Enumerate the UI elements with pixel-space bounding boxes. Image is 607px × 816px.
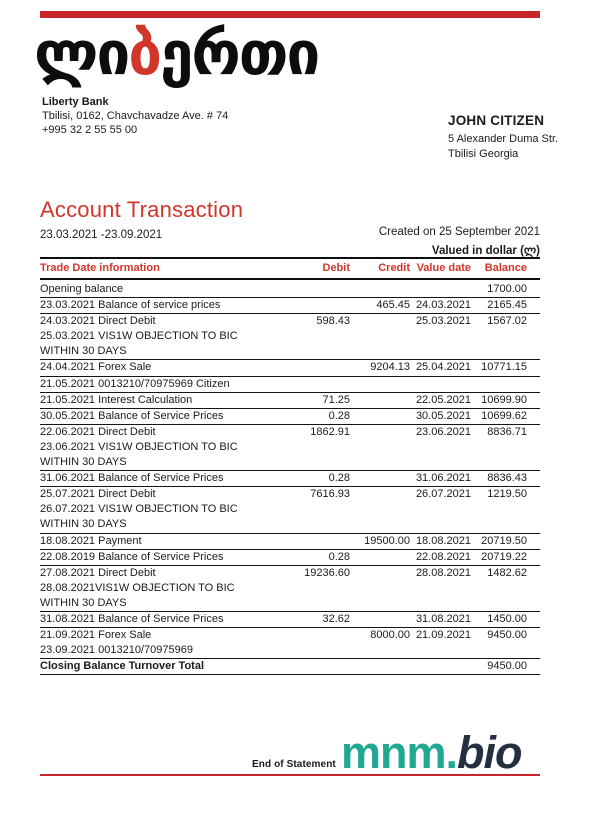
cell-debit: [280, 282, 350, 297]
table-row: [40, 628, 540, 659]
cell-debit: [280, 643, 350, 658]
cell-value-date: 23.06.2021: [415, 425, 471, 438]
cell-credit: [350, 314, 410, 329]
cell-debit: [280, 377, 350, 392]
cell-balance: [471, 643, 527, 658]
customer-address-line1: 5 Alexander Duma Str.: [448, 133, 559, 145]
bank-name: Liberty Bank: [42, 96, 109, 108]
mnm-bio-watermark: [341, 728, 522, 778]
table-row: [40, 377, 540, 393]
cell-balance: 20719.22: [481, 550, 527, 563]
customer-address-line2: Tbilisi Georgia: [448, 148, 519, 160]
cell-debit: 19236.60: [304, 566, 350, 579]
column-value-date: Value date: [416, 262, 471, 274]
cell-description: WITHIN 30 DAYS: [40, 456, 127, 469]
cell-debit: [280, 581, 350, 596]
cell-balance: [471, 455, 527, 470]
cell-debit: 32.62: [322, 612, 350, 625]
cell-description: WITHIN 30 DAYS: [40, 345, 127, 358]
bank-phone: +995 32 2 55 55 00: [42, 124, 138, 136]
table-row: [40, 471, 540, 487]
customer-name: JOHN CITIZEN: [448, 113, 545, 128]
cell-balance: 10699.62: [481, 409, 527, 422]
logo-text-suffix: ერთი: [160, 19, 319, 89]
cell-debit: [280, 596, 350, 611]
column-credit: Credit: [378, 262, 410, 274]
bank-address: Tbilisi, 0162, Chavchavadze Ave. # 74: [42, 110, 229, 122]
statement-currency-note: Valued in dollar (ლ): [431, 245, 540, 257]
table-body: [40, 280, 540, 675]
cell-value-date: [410, 517, 471, 532]
cell-description: 31.06.2021 Balance of Service Prices: [40, 472, 224, 485]
table-row: [40, 298, 540, 314]
cell-balance: 10771.15: [481, 361, 527, 374]
cell-balance: 8836.71: [487, 425, 527, 438]
cell-description: 23.03.2021 Balance of service prices: [40, 299, 221, 312]
cell-value-date: 31.06.2021: [415, 472, 471, 485]
cell-value-date: 21.09.2021: [415, 629, 471, 642]
cell-credit: [350, 440, 410, 455]
cell-balance: [471, 344, 527, 359]
cell-credit: [350, 344, 410, 359]
column-trade-date-information: Trade Date information: [40, 262, 160, 274]
statement-created-date: Created on 25 September 2021: [378, 226, 540, 238]
cell-description: 18.08.2021 Payment: [40, 534, 142, 547]
table-row: [40, 393, 540, 409]
watermark-navy-part: bio: [457, 727, 522, 778]
cell-value-date: [410, 502, 471, 517]
cell-value-date: [410, 643, 471, 658]
cell-balance: 1567.02: [487, 315, 527, 328]
cell-credit: 19500.00: [364, 534, 410, 547]
cell-balance: [471, 502, 527, 517]
cell-debit: 0.28: [328, 550, 350, 563]
table-row: [40, 360, 540, 376]
cell-debit: [280, 360, 350, 375]
table-row: [40, 534, 540, 550]
cell-description: 23.06.2021 VIS1W OBJECTION TO BIC: [40, 440, 238, 453]
statement-period: 23.03.2021 -23.09.2021: [40, 229, 163, 241]
table-row: [40, 550, 540, 566]
cell-value-date: [410, 659, 471, 674]
cell-value-date: 25.03.2021: [415, 315, 471, 328]
cell-credit: [350, 596, 410, 611]
cell-credit: [350, 393, 410, 408]
cell-debit: 7616.93: [310, 488, 350, 501]
cell-description: 24.03.2021 Direct Debit: [40, 315, 156, 328]
table-header-row: [40, 257, 540, 280]
cell-balance: 9450.00: [487, 629, 527, 642]
table-row: [40, 487, 540, 533]
cell-balance: 1219.50: [487, 488, 527, 501]
cell-debit: [280, 440, 350, 455]
cell-value-date: [410, 455, 471, 470]
cell-balance: [471, 440, 527, 455]
cell-credit: [350, 329, 410, 344]
cell-debit: [280, 659, 350, 674]
table-row: [40, 566, 540, 612]
cell-description: 30.05.2021 Balance of Service Prices: [40, 409, 224, 422]
cell-value-date: [410, 596, 471, 611]
cell-value-date: 28.08.2021: [415, 566, 471, 579]
watermark-teal-part: mnm.: [341, 727, 458, 778]
cell-value-date: 26.07.2021: [415, 488, 471, 501]
cell-description: 21.05.2021 Interest Calculation: [40, 393, 193, 406]
cell-value-date: [410, 282, 471, 297]
table-row: [40, 425, 540, 471]
cell-description: 21.05.2021 0013210/70975969 Citizen: [40, 377, 230, 390]
cell-description: 25.03.2021 VIS1W OBJECTION TO BIC: [40, 330, 238, 343]
cell-balance: 1450.00: [487, 612, 527, 625]
cell-value-date: 24.03.2021: [415, 299, 471, 312]
table-row: [40, 612, 540, 628]
column-balance: Balance: [484, 262, 527, 274]
cell-credit: [350, 471, 410, 486]
cell-debit: [280, 344, 350, 359]
cell-credit: [350, 455, 410, 470]
cell-credit: [350, 612, 410, 627]
cell-description: 27.08.2021 Direct Debit: [40, 566, 156, 579]
cell-credit: [350, 643, 410, 658]
table-row: [40, 282, 540, 298]
liberty-bank-logo: [34, 18, 318, 90]
cell-description: 23.09.2021 0013210/70975969: [40, 644, 193, 657]
customer-info-block: [448, 113, 558, 162]
cell-credit: [350, 659, 410, 674]
cell-balance: [471, 517, 527, 532]
cell-debit: [280, 502, 350, 517]
logo-text-prefix: ლი: [34, 19, 129, 89]
cell-credit: [350, 550, 410, 565]
cell-debit: [280, 298, 350, 313]
cell-description: WITHIN 30 DAYS: [40, 596, 127, 609]
cell-debit: 0.28: [328, 409, 350, 422]
cell-description: 21.09.2021 Forex Sale: [40, 629, 152, 642]
cell-credit: [350, 517, 410, 532]
cell-balance: 1700.00: [487, 283, 527, 295]
cell-description: Closing Balance Turnover Total: [40, 660, 205, 673]
cell-balance: 8836.43: [487, 472, 527, 485]
cell-credit: 8000.00: [370, 629, 410, 642]
cell-credit: [350, 487, 410, 502]
cell-description: Opening balance: [40, 283, 124, 295]
table-row: [40, 409, 540, 425]
cell-description: WITHIN 30 DAYS: [40, 518, 127, 531]
cell-value-date: 18.08.2021: [415, 534, 471, 547]
cell-credit: [350, 566, 410, 581]
cell-credit: [350, 409, 410, 424]
transactions-table: [40, 257, 540, 675]
cell-credit: [350, 425, 410, 440]
page-title: Account Transaction: [40, 197, 244, 222]
logo-accent-letter: ბ: [128, 19, 161, 89]
cell-value-date: [410, 440, 471, 455]
cell-balance: 2165.45: [487, 299, 527, 312]
cell-value-date: 22.08.2021: [415, 550, 471, 563]
table-row: [40, 659, 540, 675]
cell-debit: 598.43: [316, 315, 350, 328]
cell-balance: [471, 329, 527, 344]
bank-info-block: [42, 95, 228, 137]
cell-balance: 9450.00: [487, 660, 527, 673]
top-red-bar: [40, 11, 540, 18]
cell-balance: 10699.90: [481, 393, 527, 406]
cell-description: 25.07.2021 Direct Debit: [40, 488, 156, 501]
cell-balance: 1482.62: [487, 566, 527, 579]
cell-credit: [350, 377, 410, 392]
cell-debit: 71.25: [322, 393, 350, 406]
end-of-statement-label: End of Statement: [252, 759, 336, 770]
cell-credit: 9204.13: [370, 361, 410, 374]
cell-value-date: [410, 377, 471, 392]
cell-credit: 465.45: [376, 299, 410, 312]
cell-credit: [350, 282, 410, 297]
cell-balance: [471, 596, 527, 611]
cell-value-date: 22.05.2021: [415, 393, 471, 406]
cell-description: 22.06.2021 Direct Debit: [40, 425, 156, 438]
cell-value-date: 31.08.2021: [415, 612, 471, 625]
cell-description: 22.08.2019 Balance of Service Prices: [40, 550, 224, 563]
cell-debit: [280, 534, 350, 549]
cell-description: 31.08.2021 Balance of Service Prices: [40, 612, 224, 625]
cell-description: 26.07.2021 VIS1W OBJECTION TO BIC: [40, 503, 238, 516]
cell-balance: [471, 377, 527, 392]
table-row: [40, 314, 540, 360]
cell-debit: [280, 628, 350, 643]
cell-value-date: [410, 344, 471, 359]
cell-value-date: [410, 581, 471, 596]
cell-value-date: 25.04.2021: [415, 361, 471, 374]
cell-debit: [280, 517, 350, 532]
column-debit: Debit: [322, 262, 350, 274]
cell-credit: [350, 581, 410, 596]
cell-description: 28.08.2021VIS1W OBJECTION TO BIC: [40, 581, 235, 594]
cell-value-date: [410, 329, 471, 344]
cell-debit: [280, 329, 350, 344]
cell-balance: 20719.50: [481, 534, 527, 547]
cell-debit: 0.28: [328, 472, 350, 485]
cell-value-date: 30.05.2021: [415, 409, 471, 422]
cell-credit: [350, 502, 410, 517]
cell-balance: [471, 581, 527, 596]
cell-debit: 1862.91: [310, 425, 350, 438]
cell-debit: [280, 455, 350, 470]
cell-description: 24.04.2021 Forex Sale: [40, 361, 152, 374]
